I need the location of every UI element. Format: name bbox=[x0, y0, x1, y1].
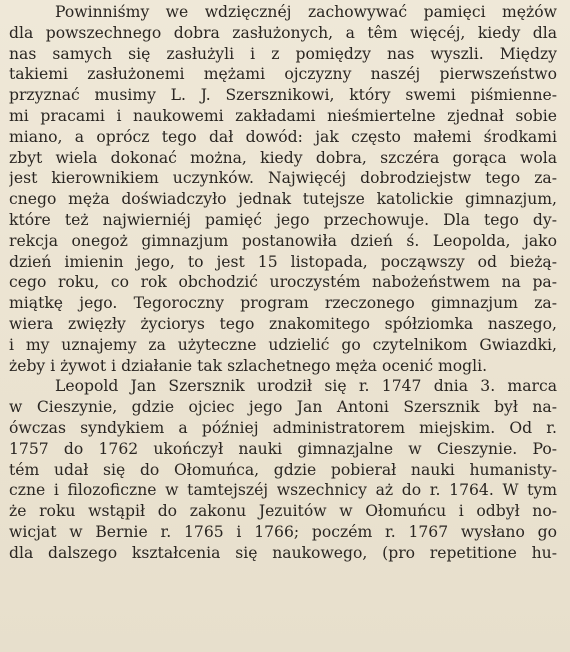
text-line-8: zbyt wiela dokonać można, kiedy dobra, szczéra gorąca wola bbox=[9, 148, 557, 167]
article-text bbox=[9, 2, 557, 564]
text-line-21: ówczas syndykiem a później administratorem miejskim. Od r. bbox=[9, 418, 557, 437]
text-line-20: w Cieszynie, gdzie ojciec jego Jan Antoni Szersznik był na- bbox=[9, 398, 557, 417]
text-line-27: dla dalszego kształcenia się naukowego, (pro repetitione hu- bbox=[9, 543, 557, 562]
text-line-3: nas samych się zasłużyli i z pomiędzy nas wyszli. Między bbox=[9, 44, 557, 63]
text-line-18: żeby i żywot i działanie tak szlachetnego męża ocenić mogli. bbox=[9, 356, 488, 375]
text-line-15: miątkę jego. Tegoroczny program rzeczonego gimnazjum za- bbox=[9, 294, 557, 313]
text-line-5: przyznać musimy L. J. Szersznikowi, który swemi piśmienne- bbox=[9, 86, 557, 105]
text-line-24: czne i filozoficzne w tamtejszéj wszechnicy aż do r. 1764. W tym bbox=[9, 481, 557, 500]
text-line-1: Powinniśmy we wdzięcznéj zachowywać pamięci mężów bbox=[55, 3, 557, 21]
text-line-13: dzień imienin jego, to jest 15 listopada, począwszy od bieżą- bbox=[9, 252, 557, 271]
text-line-17: i my uznajemy za użyteczne udzielić go czytelnikom Gwiazdki, bbox=[9, 335, 557, 354]
text-line-12: rekcja onegoż gimnazjum postanowiła dzień ś. Leopolda, jako bbox=[9, 231, 557, 250]
text-line-19: Leopold Jan Szersznik urodził się r. 1747 dnia 3. marca bbox=[55, 377, 557, 396]
text-line-9: jest kierownikiem uczynków. Najwięcéj dobrodziejstw tego za- bbox=[9, 169, 557, 188]
text-line-14: cego roku, co rok obchodzić uroczystém nabożeństwem na pa- bbox=[9, 273, 557, 292]
text-line-10: cnego męża doświadczyło jednak tutejsze katolickie gimnazjum, bbox=[9, 190, 557, 209]
text-line-4: takiemi zasłużonemi mężami ojczyzny naszéj pierwszeństwo bbox=[9, 65, 557, 84]
text-line-23: tém udał się do Ołomuńca, gdzie pobierał nauki humanisty- bbox=[9, 460, 557, 479]
text-line-22: 1757 do 1762 ukończył nauki gimnazjalne w Cieszynie. Po- bbox=[9, 439, 557, 458]
text-line-2: dla powszechnego dobra zasłużonych, a têm więcéj, kiedy dla bbox=[9, 23, 557, 42]
text-line-7: miano, a oprócz tego dał dowód: jak często małemi środkami bbox=[9, 127, 557, 146]
text-line-25: że roku wstąpił do zakonu Jezuitów w Ołomuńcu i odbył no- bbox=[9, 502, 557, 521]
text-line-6: mi pracami i naukowemi zakładami nieśmiertelne zjednał sobie bbox=[9, 106, 557, 125]
text-line-16: wiera zwięzły życiorys tego znakomitego spółziomka naszego, bbox=[9, 314, 557, 333]
text-line-26: wicjat w Bernie r. 1765 i 1766; poczém r. 1767 wysłano go bbox=[9, 522, 557, 541]
text-line-11: które też najwierniéj pamięć jego przechowuje. Dla tego dy- bbox=[9, 210, 557, 229]
